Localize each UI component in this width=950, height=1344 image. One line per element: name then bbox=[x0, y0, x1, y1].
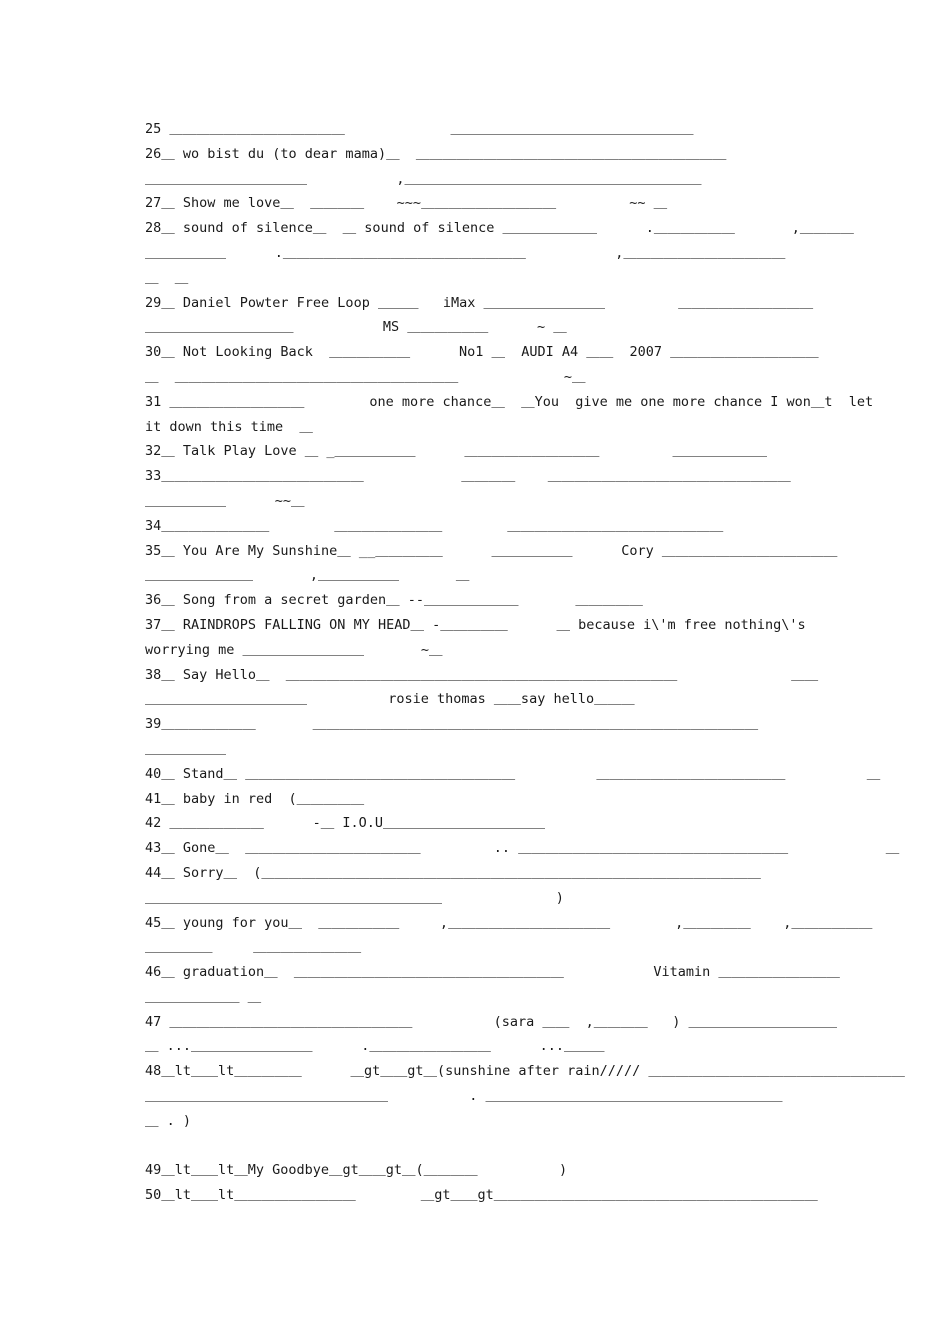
text-line: ＿＿＿＿＿＿＿＿＿＿＿＿ rosie thomas ＿＿say hello＿＿＿ bbox=[145, 691, 635, 708]
text-line: 50＿lt＿＿lt＿＿＿＿＿＿＿＿＿ ＿gt＿＿gt＿＿＿＿＿＿＿＿＿＿＿＿＿＿＿＿＿＿＿＿＿＿＿＿ bbox=[145, 1187, 818, 1204]
text-line: 28＿ sound of silence＿ ＿ sound of silence ＿＿＿＿＿＿＿ .＿＿＿＿＿＿ ,＿＿＿＿ bbox=[145, 220, 854, 237]
text-line: 37＿ RAINDROPS FALLING ON MY HEAD＿ -＿＿＿＿＿ ＿ because i\'m free nothing\'s bbox=[145, 616, 806, 633]
text-line: ＿＿＿＿＿＿＿ ＿ bbox=[145, 988, 262, 1005]
text-line: ＿＿＿＿＿＿＿＿ ,＿＿＿＿＿＿ ＿ bbox=[145, 567, 470, 584]
text-line: worrying me ＿＿＿＿＿＿＿＿＿ ~＿ bbox=[145, 641, 443, 658]
text-line: 29＿ Daniel Powter Free Loop ＿＿＿ iMax ＿＿＿＿＿＿＿＿＿ ＿＿＿＿＿＿＿＿＿＿ bbox=[145, 294, 814, 311]
text-line: ＿＿＿＿＿＿ .＿＿＿＿＿＿＿＿＿＿＿＿＿＿＿＿＿＿ ,＿＿＿＿＿＿＿＿＿＿＿＿ bbox=[145, 244, 786, 261]
text-line bbox=[145, 1208, 813, 1233]
text-line: ＿＿＿＿＿＿＿＿＿＿＿＿＿＿＿＿＿＿ . ＿＿＿＿＿＿＿＿＿＿＿＿＿＿＿＿＿＿＿＿＿＿ bbox=[145, 1088, 783, 1105]
text-line: 36＿ Song from a secret garden＿ --＿＿＿＿＿＿＿ ＿＿＿＿＿ bbox=[145, 592, 643, 609]
text-line: 41＿ baby in red (＿＿＿＿＿ bbox=[145, 790, 365, 807]
text-line: 44＿ Sorry＿ (＿＿＿＿＿＿＿＿＿＿＿＿＿＿＿＿＿＿＿＿＿＿＿＿＿＿＿＿＿＿＿＿＿＿＿＿＿ bbox=[145, 864, 761, 881]
text-line: ＿＿＿＿＿＿ ~~＿ bbox=[145, 492, 305, 509]
text-line: 48＿lt＿＿lt＿＿＿＿＿ ＿gt＿＿gt＿(sunshine after rain///// ＿＿＿＿＿＿＿＿＿＿＿＿＿＿＿＿＿＿＿ bbox=[145, 1063, 905, 1080]
text-line: 47 ＿＿＿＿＿＿＿＿＿＿＿＿＿＿＿＿＿＿ (sara ＿＿ ,＿＿＿＿ ) ＿＿＿＿＿＿＿＿＿＿＿ bbox=[145, 1013, 837, 1030]
text-line: 25 ＿＿＿＿＿＿＿＿＿＿＿＿＿ ＿＿＿＿＿＿＿＿＿＿＿＿＿＿＿＿＿＿ bbox=[145, 121, 694, 137]
text-line: ＿ ＿＿＿＿＿＿＿＿＿＿＿＿＿＿＿＿＿＿＿＿＿ ~＿ bbox=[145, 368, 586, 385]
text-line: 32＿ Talk Play Love ＿ _＿＿＿＿＿＿ ＿＿＿＿＿＿＿＿＿＿ ＿＿＿＿＿＿＿ bbox=[145, 443, 767, 460]
text-line: 40＿ Stand＿ ＿＿＿＿＿＿＿＿＿＿＿＿＿＿＿＿＿＿＿＿ ＿＿＿＿＿＿＿＿＿＿＿＿＿＿ ＿ bbox=[145, 765, 881, 782]
text-line: 39＿＿＿＿＿＿＿ ＿＿＿＿＿＿＿＿＿＿＿＿＿＿＿＿＿＿＿＿＿＿＿＿＿＿＿＿＿＿＿＿＿ bbox=[145, 716, 759, 733]
text-line: 26＿ wo bist du (to dear mama)＿ ＿＿＿＿＿＿＿＿＿＿＿＿＿＿＿＿＿＿＿＿＿＿＿ bbox=[145, 145, 727, 162]
text-line: 33＿＿＿＿＿＿＿＿＿＿＿＿＿＿＿ ＿＿＿＿ ＿＿＿＿＿＿＿＿＿＿＿＿＿＿＿＿＿＿ bbox=[145, 468, 791, 485]
text-line: ＿＿＿＿＿＿ bbox=[145, 740, 226, 757]
text-line: ＿＿＿＿＿＿＿＿＿＿＿ MS ＿＿＿＿＿＿ ~ ＿ bbox=[145, 319, 567, 336]
text-line: 31 ＿＿＿＿＿＿＿＿＿＿ one more chance＿ ＿You give me one more chance I won＿t let bbox=[145, 393, 874, 410]
text-line bbox=[145, 1134, 813, 1159]
song-list bbox=[145, 117, 905, 1233]
text-line: 27＿ Show me love＿ ＿＿＿＿ ~~~＿＿＿＿＿＿＿＿＿＿ ~~ ＿ bbox=[145, 195, 668, 212]
text-line: 30＿ Not Looking Back ＿＿＿＿＿＿ No1 ＿ AUDI A4 ＿＿ 2007 ＿＿＿＿＿＿＿＿＿＿＿ bbox=[145, 344, 819, 361]
text-line: ＿ . ) bbox=[145, 1112, 192, 1129]
text-line: 46＿ graduation＿ ＿＿＿＿＿＿＿＿＿＿＿＿＿＿＿＿＿＿＿＿ Vitamin ＿＿＿＿＿＿＿＿＿ bbox=[145, 964, 840, 981]
text-line: ＿ ＿ bbox=[145, 269, 189, 286]
text-line: ＿＿＿＿＿ ＿＿＿＿＿＿＿＿ bbox=[145, 939, 362, 956]
text-line: it down this time ＿ bbox=[145, 418, 313, 435]
text-line: ＿ ...＿＿＿＿＿＿＿＿＿ .＿＿＿＿＿＿＿＿＿ ...＿＿＿ bbox=[145, 1038, 605, 1055]
text-line: 38＿ Say Hello＿ ＿＿＿＿＿＿＿＿＿＿＿＿＿＿＿＿＿＿＿＿＿＿＿＿＿＿＿＿＿ ＿＿ bbox=[145, 666, 819, 683]
text-line: 49＿lt＿＿lt＿My Goodbye＿gt＿＿gt＿(＿＿＿＿ ) bbox=[145, 1162, 568, 1179]
text-line: 34＿＿＿＿＿＿＿＿ ＿＿＿＿＿＿＿＿ ＿＿＿＿＿＿＿＿＿＿＿＿＿＿＿＿ bbox=[145, 517, 724, 534]
text-line: 42 ＿＿＿＿＿＿＿ -＿ I.O.U＿＿＿＿＿＿＿＿＿＿＿＿ bbox=[145, 815, 546, 832]
text-line: 35＿ You Are My Sunshine＿ __＿＿＿＿＿ ＿＿＿＿＿＿ Cory ＿＿＿＿＿＿＿＿＿＿＿＿＿ bbox=[145, 542, 838, 559]
text-line: 43＿ Gone＿ ＿＿＿＿＿＿＿＿＿＿＿＿＿ .. ＿＿＿＿＿＿＿＿＿＿＿＿＿＿＿＿＿＿＿＿ ＿ bbox=[145, 840, 900, 857]
text-line: ＿＿＿＿＿＿＿＿＿＿＿＿ ,＿＿＿＿＿＿＿＿＿＿＿＿＿＿＿＿＿＿＿＿＿＿ bbox=[145, 170, 702, 187]
text-line: 45＿ young for you＿ ＿＿＿＿＿＿ ,＿＿＿＿＿＿＿＿＿＿＿＿ ,＿＿＿＿＿ ,＿＿＿＿＿＿ bbox=[145, 914, 873, 931]
text-line: ＿＿＿＿＿＿＿＿＿＿＿＿＿＿＿＿＿＿＿＿＿＿ ) bbox=[145, 889, 564, 906]
